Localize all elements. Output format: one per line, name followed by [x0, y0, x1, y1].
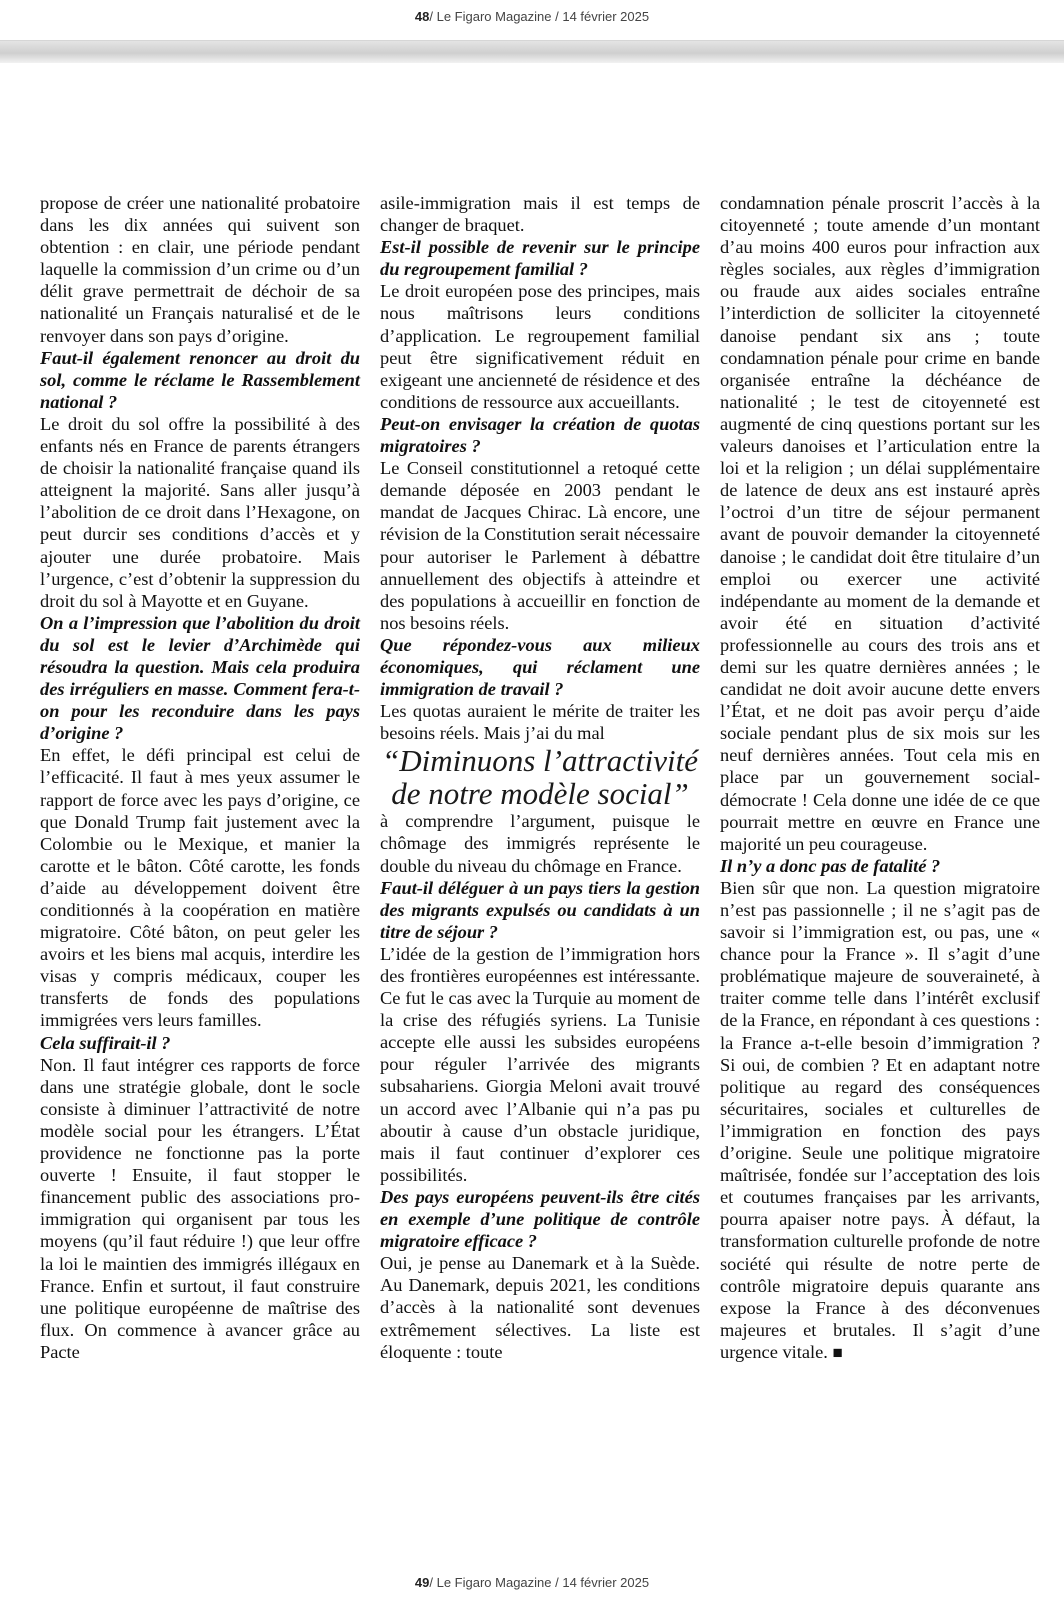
interview-question: On a l’impression que l’abolition du droit du sol est le levier d’Archimède qui résoudra la question. Mais cela produira des irréguliers en masse. Comment fera-t-on pour les reconduire dans les pays d’origine ? [40, 612, 360, 744]
interview-answer: L’idée de la gestion de l’immigration hors des frontières européennes est intéressante. Ce fut le cas avec la Turquie au moment de la crise des réfugiés syriens. La Tunisie accepte elle aussi les subsides européens pour réguler l’arrivée des migrants subsahariens. Giorgia Meloni avait trouvé un accord avec l’Albanie qui n’a pas pu aboutir à cause d’un obstacle juridique, mais il faut continuer d’explorer ces possibilités. [380, 943, 700, 1185]
interview-answer: Oui, je pense au Danemark et à la Suède. Au Danemark, depuis 2021, les conditions d’accès à la nationalité sont devenues extrêmement sélectives. La liste est éloquente : toute [380, 1253, 700, 1362]
interview-answer: Le droit européen pose des principes, mais nous maîtrisons leurs conditions d’application. Le regroupement familial peut être significativement réduit en exigeant une ancienneté de résidence et des conditions de ressource aux accueillants. [380, 281, 700, 412]
interview-question: Est-il possible de revenir sur le principe du regroupement familial ? [380, 237, 700, 280]
publication-line: / Le Figaro Magazine / 14 février 2025 [429, 9, 650, 24]
article-column [380, 192, 700, 1363]
article-column [40, 192, 360, 1363]
page-header [0, 9, 1064, 24]
article-column [720, 192, 1040, 1364]
pull-quote: “Diminuons l’attractivité de notre modèle social” [381, 743, 698, 812]
interview-answer: Le droit du sol offre la possibilité à des enfants nés en France de parents étrangers de choisir la nationalité française quand ils atteignent la majorité. Sans aller jusqu’à l’abolition de ce droit dans l’Hexagone, on peut durcir ses conditions d’accès et y ajouter une durée probatoire. Mais l’urgence, c’est d’obtenir la suppression du droit du sol à Mayotte et en Guyane. [40, 413, 360, 611]
interview-question: Des pays européens peuvent-ils être cités en exemple d’une politique de contrôle migratoire efficace ? [380, 1186, 700, 1252]
interview-question: Il n’y a donc pas de fatalité ? [720, 855, 941, 876]
page-number: 48 [414, 9, 430, 24]
interview-answer: En effet, le défi principal est celui de l’efficacité. Il faut à mes yeux assumer le rapport de force avec les pays d’origine, ce que Donald Trump fait justement avec la Colombie ou le Mexique, et manier la carotte et le bâton. Côté carotte, les fonds d’aide au développement doivent être conditionnés à la coopération en matière migratoire. Côté bâton, on peut geler les avoirs et les biens mal acquis, interdire les visas y compris médicaux, couper les transferts de fonds des populations immigrées vers leurs familles. [40, 745, 360, 1031]
interview-question: Que répondez-vous aux milieux économiques, qui réclament une immigration de travail ? [380, 634, 700, 700]
interview-answer: condamnation pénale proscrit l’accès à la citoyenneté ; toute amende d’un montant d’au moins 400 euros pour infraction aux règles sociales, aux règles d’immigration ou fraude aux aides sociales entraîne l’interdiction de solliciter la citoyenneté danoise pendant six ans ; toute condamnation pénale pour crime en bande organisée entraîne la déchéance de nationalité ; le test de citoyenneté est augmenté de cinq questions portant sur les valeurs danoises et l’articulation entre la loi et la religion ; un délai supplémentaire de latence de deux ans est instauré après l’octroi d’un titre de séjour permanent avant de pouvoir demander la citoyenneté danoise ; le candidat doit être titulaire d’un emploi ou exercer une activité indépendante au moment de la demande et avoir été en situation d’activité professionnelle au cours des trois ans et demi sur les quatre dernières années ; le candidat ne doit avoir aucune dette envers l’État, et ne doit pas avoir perçu d’aide sociale pendant plus de six mois sur les neuf dernières années. Tout cela mis en place par un gouvernement social-démocrate ! Cela donne une idée de ce que pourrait mettre en œuvre en France une majorité un peu courageuse. [720, 193, 1040, 854]
publication-line: / Le Figaro Magazine / 14 février 2025 [429, 1575, 650, 1590]
interview-answer: à comprendre l’argument, puisque le chômage des immigrés représente le double du niveau du chômage en France. [380, 811, 700, 876]
interview-question: Peut-on envisager la création de quotas migratoires ? [380, 413, 700, 457]
interview-answer: Les quotas auraient le mérite de traiter les besoins réels. Mais j’ai du mal [380, 701, 700, 744]
interview-answer: asile-immigration mais il est temps de changer de braquet. [380, 193, 700, 236]
page-divider [0, 40, 1064, 63]
interview-question: Faut-il déléguer à un pays tiers la gestion des migrants expulsés ou candidats à un titre de séjour ? [380, 877, 700, 942]
interview-question: Faut-il également renoncer au droit du sol, comme le réclame le Rassemblement national ? [40, 347, 360, 412]
end-of-article-mark: ■ [832, 1342, 843, 1362]
page-footer [0, 1575, 1064, 1590]
page-number: 49 [414, 1575, 430, 1590]
interview-answer: Le Conseil constitutionnel a retoqué cette demande déposée en 2003 pendant le mandat de Jacques Chirac. Là encore, une révision de la Constitution serait nécessaire pour autoriser le Parlement à débattre annuellement des objectifs à atteindre et des populations à accueillir en fonction de nos besoins réels. [380, 458, 700, 633]
interview-question: Cela suffirait-il ? [40, 1032, 171, 1053]
interview-answer: Bien sûr que non. La question migratoire n’est pas passionnelle ; il ne s’agit pas de savoir si l’immigration est, ou pas, une « chance pour la France ». Il s’agit d’une problématique majeure de souveraineté, à traiter comme telle dans l’intérêt exclusif de la France, en répondant à ces questions : la France a-t-elle besoin d’immigration ? Si oui, de combien ? Et en adaptant notre politique au regard des conséquences sécuritaires, sociales et culturelles de l’immigration en fonction des pays d’origine. Seule une politique migratoire maîtrisée, fondée sur l’acceptation des lois et coutumes françaises par les arrivants, pourra apaiser notre pays. À défaut, la transformation culturelle profonde de notre société qui résulte de notre perte de contrôle migratoire depuis quarante ans expose la France à des déconvenues majeures et brutales. Il s’agit d’une urgence vitale. ■ [720, 877, 1040, 1362]
interview-answer: Non. Il faut intégrer ces rapports de force dans une stratégie globale, dont le socle consiste à diminuer l’attractivité de notre modèle social pour les étrangers. L’État providence ne fonctionne pas la porte ouverte ! Ensuite, il faut stopper le financement public des associations pro-immigration qui organisent par tous les moyens (qu’il faut réduire !) que leur offre la loi le maintien des immigrés illégaux en France. Enfin et surtout, il faut construire une politique européenne de maîtrise des flux. On commence à avancer grâce au Pacte [40, 1054, 360, 1362]
interview-answer: propose de créer une nationalité probatoire dans les dix années qui suivent son obtention : en clair, une période pendant laquelle la commission d’un crime ou d’un délit grave permettrait de déchoir de sa nationalité un Français naturalisé et de le renvoyer dans son pays d’origine. [40, 193, 360, 346]
